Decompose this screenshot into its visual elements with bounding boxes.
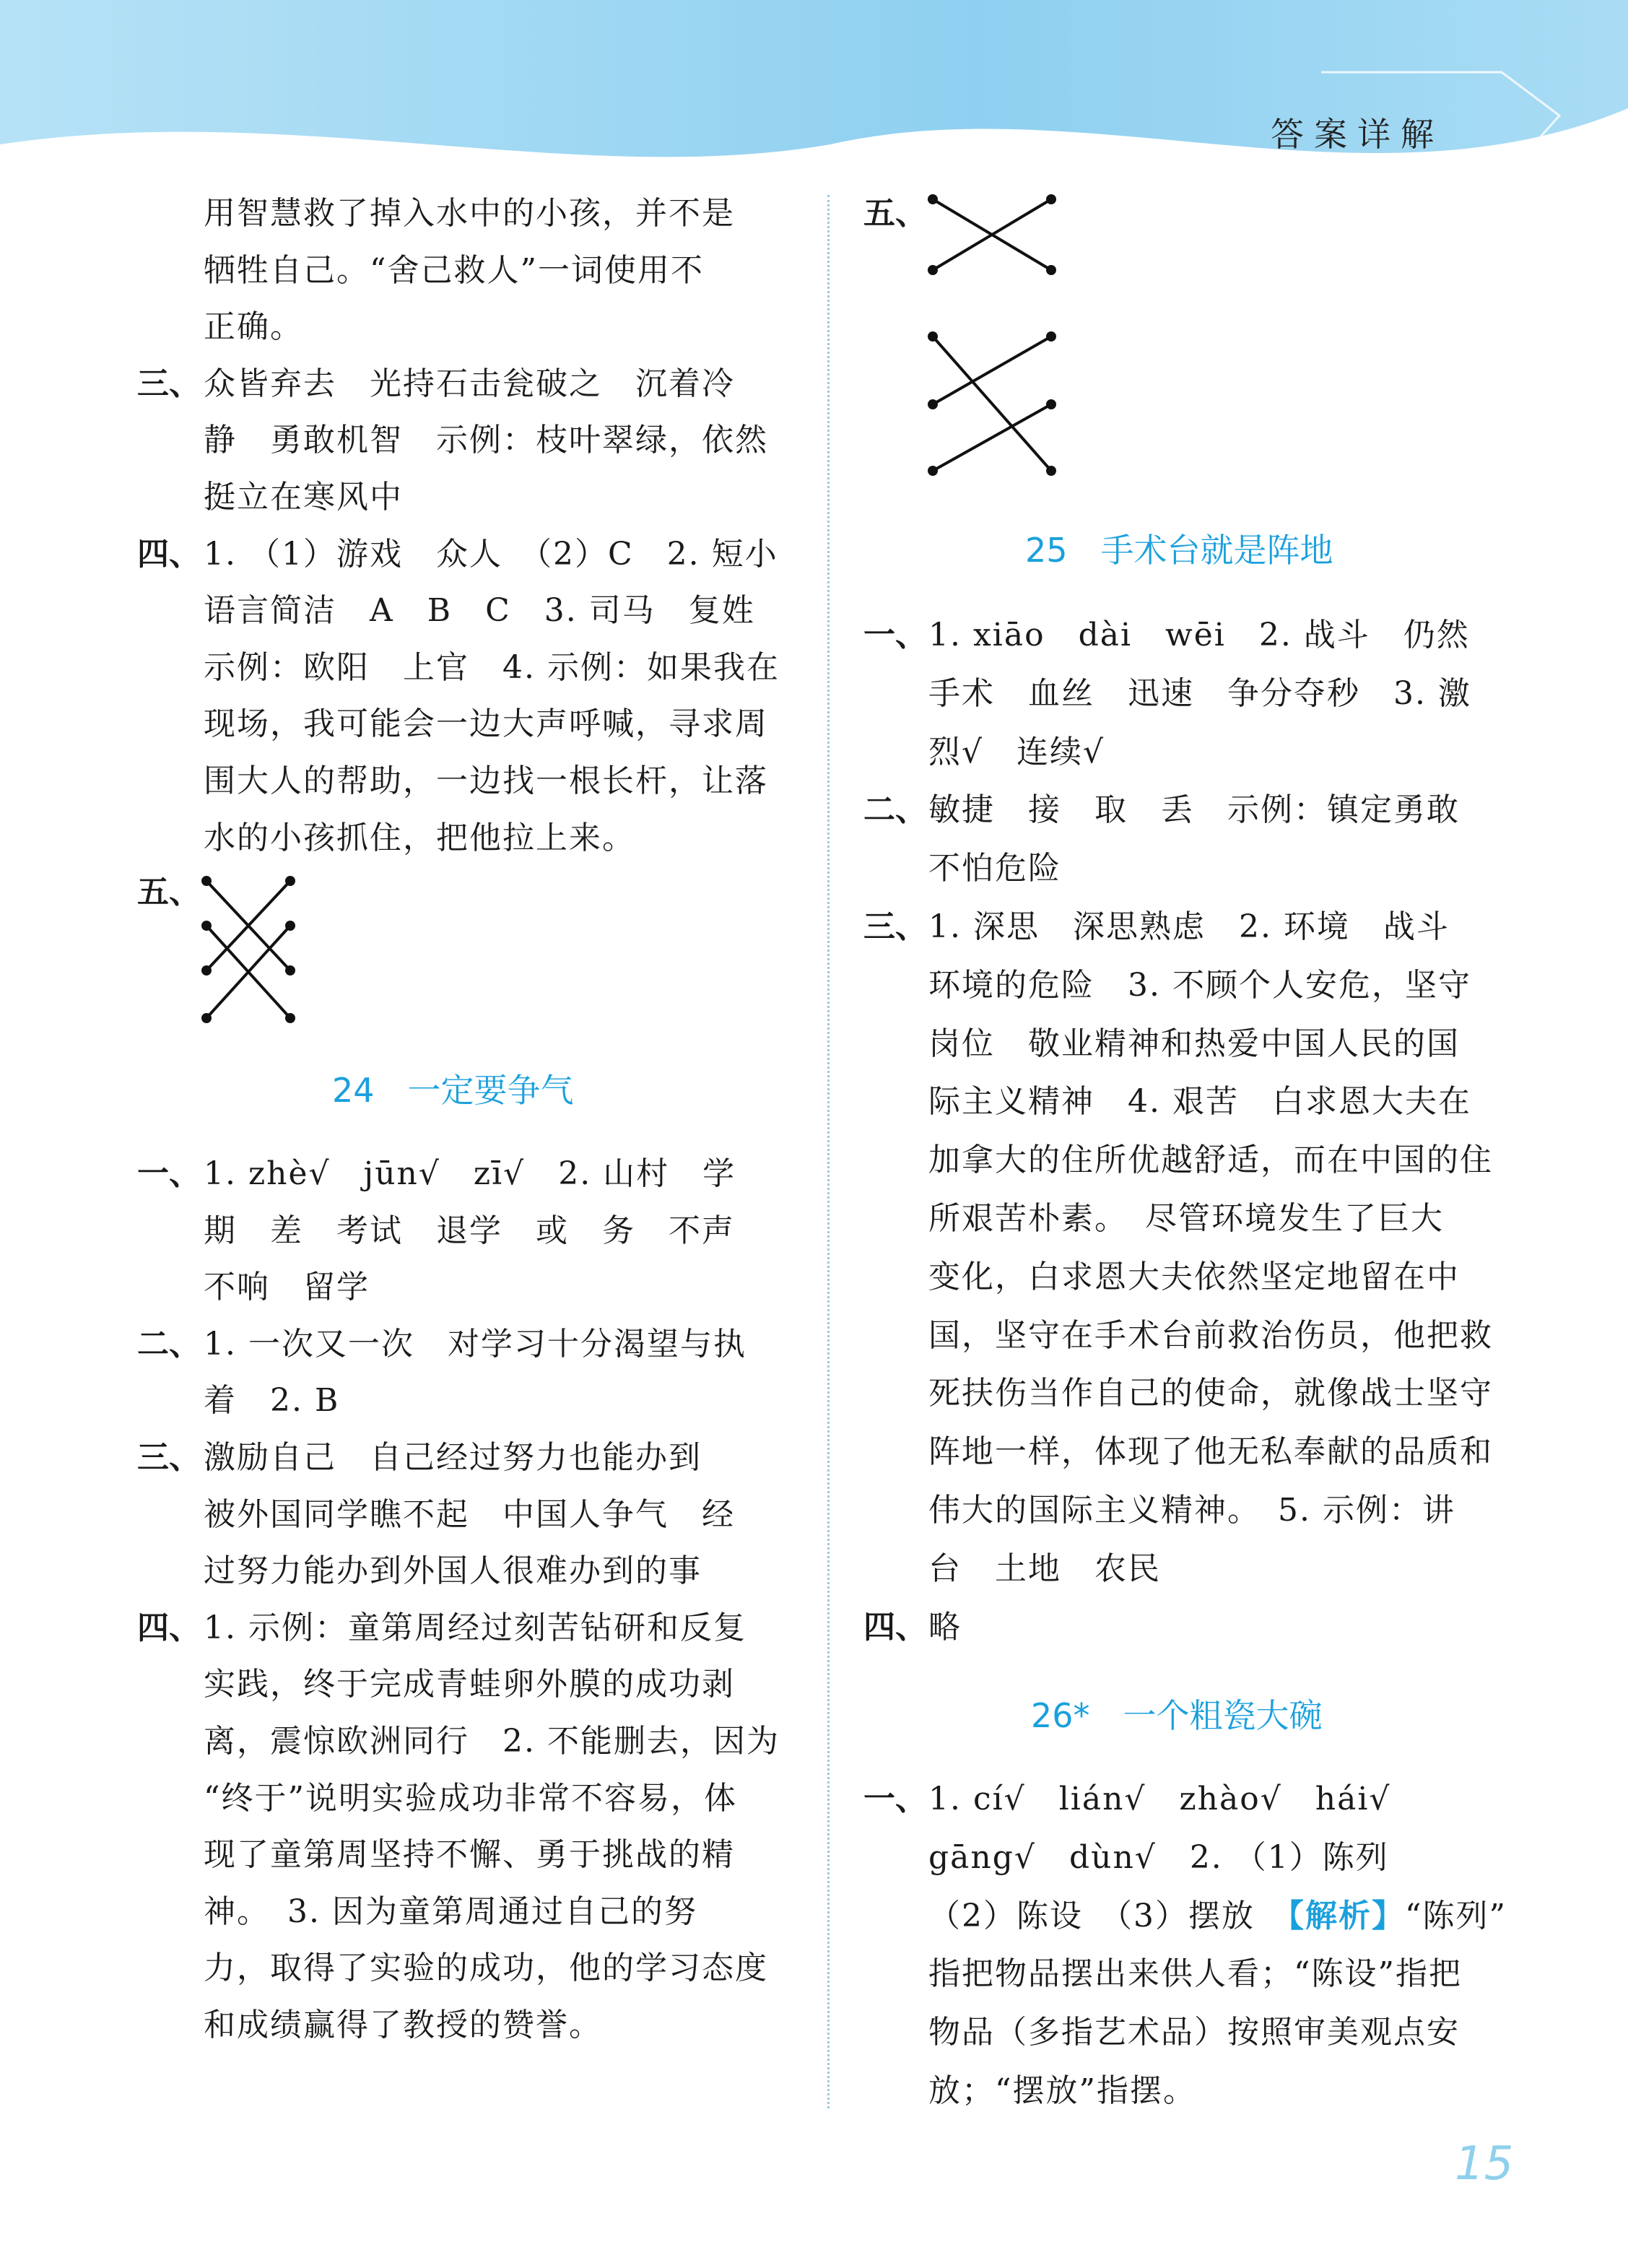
line-text: 牺牲自己。“舍己救人”一词使用不 <box>204 251 704 289</box>
page-number: 15 <box>1455 2137 1514 2191</box>
answer-line <box>204 305 303 349</box>
matching-diagram <box>926 322 1058 485</box>
answer-line <box>204 533 778 576</box>
answer-line <box>928 1547 1161 1591</box>
answer-line <box>928 1952 1462 1996</box>
section-label: 三、 <box>137 1439 201 1476</box>
match-dot <box>201 1013 212 1023</box>
match-dot <box>1046 331 1056 342</box>
answer-line <box>204 1209 735 1253</box>
line-text: 用智慧救了掉入水中的小孩，并不是 <box>204 195 735 232</box>
answer-line <box>928 964 1471 1007</box>
match-dot <box>928 331 938 342</box>
line-text: 着 2. B <box>204 1382 340 1420</box>
line-text: 死扶伤当作自己的使命，就像战士坚守 <box>928 1375 1493 1412</box>
answer-line <box>204 362 735 406</box>
line-text: 阵地一样，体现了他无私奉献的品质和 <box>928 1433 1493 1471</box>
line-text: 神。 3. 因为童第周通过自己的努 <box>204 1893 697 1930</box>
answer-line <box>204 817 635 860</box>
answer-line <box>204 1550 702 1593</box>
match-dot <box>285 876 295 886</box>
section-label: 四、 <box>137 1609 201 1646</box>
match-dot <box>201 876 212 886</box>
answer-line <box>204 192 735 235</box>
line-text: 1. 示例：童第周经过刻苦钻研和反复 <box>204 1609 746 1646</box>
line-text: 1. zhè√ jūn√ zī√ 2. 山村 学 <box>204 1155 736 1192</box>
match-dot <box>201 965 212 976</box>
line-text: 1. 一次又一次 对学习十分渴望与执 <box>204 1325 746 1363</box>
match-dot <box>285 921 295 931</box>
line-text: 1. xiāo dài wēi 2. 战斗 仍然 <box>928 617 1470 653</box>
answer-line <box>204 476 403 519</box>
line-text: 加拿大的住所优越舒适，而在中国的住 <box>928 1142 1493 1179</box>
line-text: 1. 深思 深思熟虑 2. 环境 战斗 <box>928 908 1450 945</box>
line-text: “陈列” <box>1405 1897 1507 1934</box>
matching-diagram <box>199 866 297 1033</box>
answer-line <box>204 703 768 746</box>
line-text: 放；“摆放”指摆。 <box>928 2072 1196 2109</box>
answer-line <box>204 589 755 633</box>
section-label: 三、 <box>863 908 927 945</box>
section-label-five: 五、 <box>863 195 927 232</box>
answer-line <box>928 2069 1196 2113</box>
match-dot <box>1046 265 1056 275</box>
header-title: 答案详解 <box>1271 115 1444 154</box>
match-dot <box>1046 194 1056 204</box>
line-text: 实践，终于完成青蛙卵外膜的成功剥 <box>204 1666 735 1703</box>
line-text: 水的小孩抓住，把他拉上来。 <box>204 819 635 856</box>
answer-line <box>928 905 1450 949</box>
section-label: 四、 <box>137 535 201 573</box>
answer-line <box>928 672 1471 716</box>
answer-line <box>204 249 704 292</box>
section-title-25: 25 手术台就是阵地 <box>1025 531 1333 570</box>
answer-line <box>204 1607 746 1650</box>
answer-line <box>204 1947 768 1990</box>
match-dot <box>928 399 938 409</box>
line-text: 1. （1）游戏 众人 （2）C 2. 短小 <box>204 535 778 573</box>
line-text: 期 差 考试 退学 或 务 不声 <box>204 1212 735 1249</box>
line-text: 被外国同学瞧不起 中国人争气 经 <box>204 1495 735 1533</box>
line-text: 烈√ 连续√ <box>928 733 1105 770</box>
answer-line <box>204 1266 370 1309</box>
answer-line <box>928 1372 1493 1415</box>
line-text: 静 勇敢机智 示例：枝叶翠绿，依然 <box>204 422 768 459</box>
line-text: 围大人的帮助，一边找一根长杆，让落 <box>204 762 768 799</box>
match-dot <box>1046 466 1056 476</box>
match-dot <box>1046 399 1056 409</box>
answer-line <box>204 1152 736 1196</box>
line-text: 过努力能办到外国人很难办到的事 <box>204 1552 702 1590</box>
column-divider <box>827 195 830 2108</box>
line-text: 1. cí√ lián√ zhào√ hái√ <box>928 1781 1391 1817</box>
line-text: 环境的危险 3. 不顾个人安危，坚守 <box>928 966 1471 1004</box>
line-text: gāng√ dùn√ 2. （1）陈列 <box>928 1838 1389 1876</box>
line-text: 物品（多指艺术品）按照审美观点安 <box>928 2014 1460 2051</box>
section-label: 四、 <box>863 1608 927 1646</box>
line-text: 手术 血丝 迅速 争分夺秒 3. 激 <box>928 674 1471 712</box>
answer-line <box>204 1323 746 1366</box>
section-label: 二、 <box>863 791 927 829</box>
answer-line <box>204 646 780 690</box>
answer-line <box>928 788 1460 832</box>
line-text: 正确。 <box>204 308 303 346</box>
section-title-24: 24 一定要争气 <box>332 1071 574 1110</box>
answer-line <box>928 1197 1444 1241</box>
answer-line <box>928 1606 962 1649</box>
answer-line <box>204 1379 339 1422</box>
line-text: 岗位 敬业精神和热爱中国人民的国 <box>928 1025 1460 1062</box>
line-text: 际主义精神 4. 艰苦 白求恩大夫在 <box>928 1083 1471 1121</box>
line-text: 不怕危险 <box>928 850 1061 887</box>
section-label: 一、 <box>863 617 927 653</box>
section-label: 二、 <box>137 1325 201 1363</box>
line-text: 伟大的国际主义精神。 5. 示例：讲 <box>928 1492 1455 1529</box>
answer-line <box>928 1836 1389 1880</box>
section-label-five: 五、 <box>137 874 201 911</box>
answer-line <box>928 1256 1460 1299</box>
answer-line <box>204 1493 735 1537</box>
answer-line <box>204 760 768 803</box>
line-text: 语言简洁 A B C 3. 司马 复姓 <box>204 592 755 630</box>
answer-line <box>928 1778 1390 1821</box>
line-text: 所艰苦朴素。 尽管环境发生了巨大 <box>928 1200 1444 1237</box>
answer-line <box>928 1022 1460 1066</box>
match-dot <box>201 921 212 931</box>
answer-line <box>928 847 1061 890</box>
section-label: 一、 <box>137 1155 201 1192</box>
match-line <box>933 404 1051 471</box>
answer-line <box>928 1895 1507 1938</box>
line-text: 指把物品摆出来供人看；“陈设”指把 <box>928 1955 1462 1993</box>
answer-line <box>204 2004 602 2047</box>
section-label: 一、 <box>863 1781 927 1817</box>
match-dot <box>285 1013 295 1023</box>
section-title-26: 26* 一个粗瓷大碗 <box>1031 1696 1323 1735</box>
answer-line <box>928 1430 1493 1474</box>
match-dot <box>928 194 938 204</box>
section-label: 三、 <box>137 365 201 402</box>
line-text: 和成绩赢得了教授的赞誉。 <box>204 2007 602 2043</box>
header-wave <box>0 0 1628 202</box>
matching-diagram <box>926 185 1058 284</box>
answer-line <box>204 1663 735 1706</box>
answer-line <box>928 1080 1471 1124</box>
answer-line <box>204 1890 697 1934</box>
line-text: （2）陈设 （3）摆放 <box>928 1897 1288 1934</box>
match-line <box>933 336 1051 404</box>
match-line <box>933 336 1051 471</box>
line-text: 台 土地 农民 <box>928 1550 1161 1587</box>
match-dot <box>285 965 295 976</box>
line-text: 敏捷 接 取 丢 示例：镇定勇敢 <box>928 791 1460 829</box>
answer-line <box>928 1489 1455 1532</box>
line-text: 现场，我可能会一边大声呼喊，寻求周 <box>204 705 768 743</box>
line-text: 现了童第周坚持不懈、勇于挑战的精 <box>204 1836 735 1874</box>
line-text: 变化，白求恩大夫依然坚定地留在中 <box>928 1258 1460 1295</box>
line-text: 国，坚守在手术台前救治伤员，他把救 <box>928 1316 1493 1354</box>
line-text: 略 <box>928 1608 962 1646</box>
answer-line <box>928 2011 1460 2054</box>
answer-line <box>204 1833 735 1877</box>
line-text: 离，震惊欧洲同行 2. 不能删去，因为 <box>204 1723 780 1760</box>
answer-line <box>928 614 1470 657</box>
answer-line <box>204 1436 702 1480</box>
answer-line <box>928 1139 1493 1182</box>
answer-line <box>204 419 768 462</box>
line-text: 挺立在寒风中 <box>204 479 403 516</box>
answer-line <box>204 1777 737 1820</box>
answer-line <box>928 731 1105 774</box>
answer-line <box>928 1314 1493 1357</box>
line-text: 激励自己 自己经过努力也能办到 <box>204 1439 702 1476</box>
answer-line <box>204 1720 780 1763</box>
line-text: “终于”说明实验成功非常不容易，体 <box>204 1779 737 1817</box>
match-dot <box>928 265 938 275</box>
match-dot <box>928 466 938 476</box>
analysis-tag: 【解析】 <box>1288 1897 1405 1934</box>
line-text: 力，取得了实验的成功，他的学习态度 <box>204 1950 768 1987</box>
line-text: 不响 留学 <box>204 1269 370 1306</box>
line-text: 众皆弃去 光持石击瓮破之 沉着冷 <box>204 365 735 402</box>
line-text: 示例：欧阳 上官 4. 示例：如果我在 <box>204 648 780 686</box>
